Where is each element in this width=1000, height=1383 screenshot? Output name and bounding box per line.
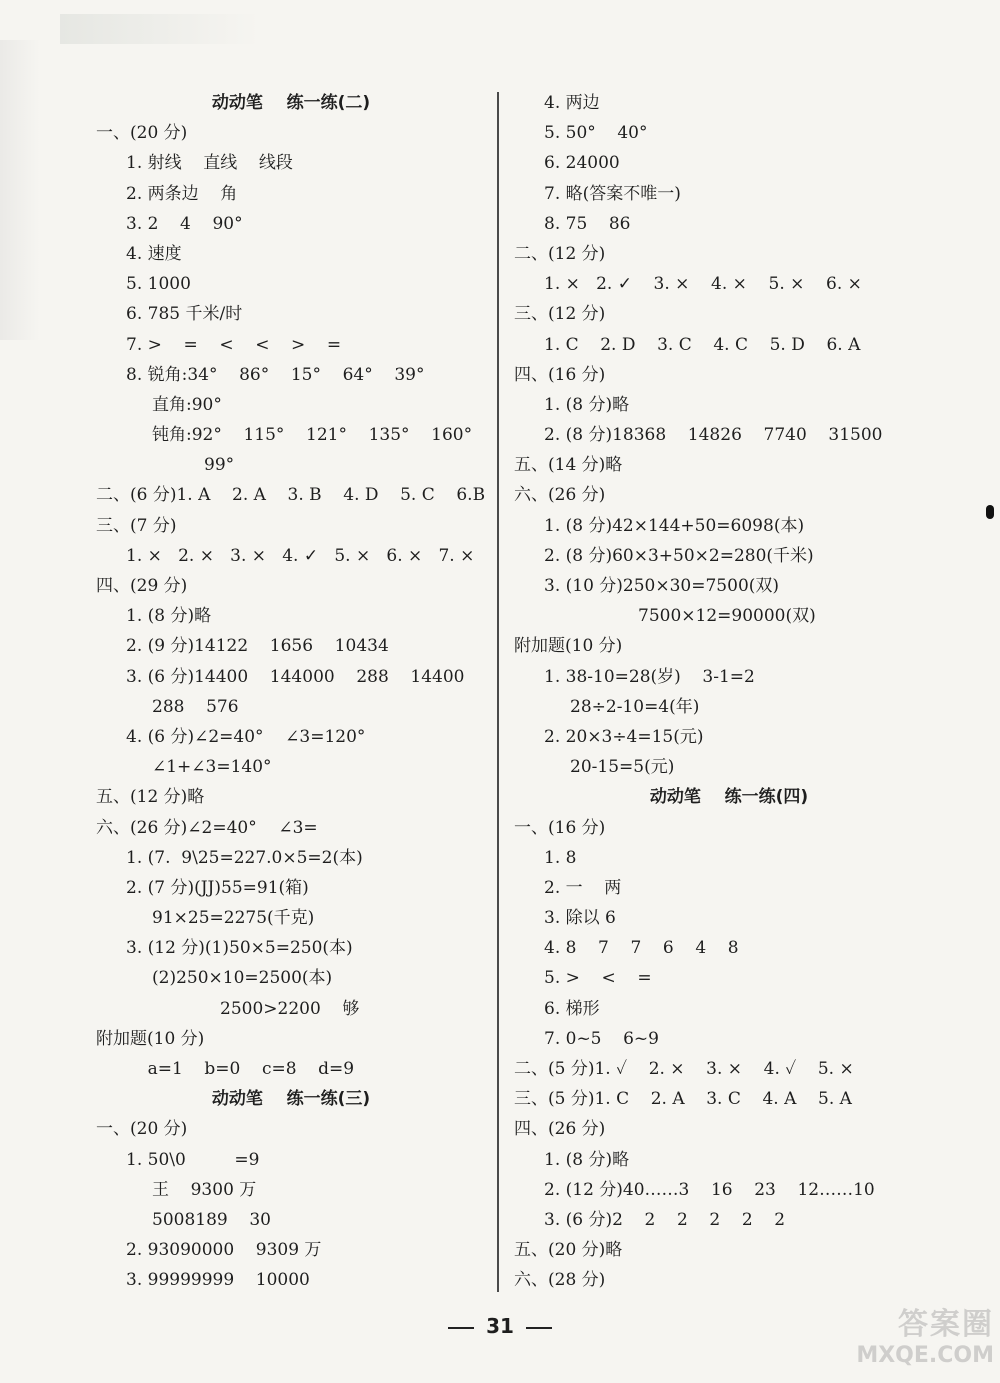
ink-mark [986,505,994,519]
answer-line: 7. 略(答案不唯一) [544,183,681,204]
page-number-text: 31 [486,1314,514,1338]
answer-line: 6. 梯形 [544,998,600,1019]
answer-line: 1. 射线 直线 线段 [126,153,293,174]
answer-line: 六、(28 分) [514,1270,606,1291]
answer-line: 2. (12 分)40……3 16 23 12……10 [544,1179,875,1200]
answer-line: 3. (6 分)2 2 2 2 2 2 [544,1209,786,1230]
answer-line: 二、(6 分)1. A 2. A 3. B 4. D 5. C 6.B [96,485,486,506]
answer-line: 1. (8 分)略 [544,1149,630,1170]
answer-line: 4. 8 7 7 6 4 8 [544,938,739,959]
answer-line: 2. (7 分)(JJ)55=91(箱) [126,877,309,898]
section-heading: 动动笔 练一练(四) [649,787,809,808]
answer-line: 直角:90° [152,394,222,415]
answer-line: 2. 20×3÷4=15(元) [544,726,704,747]
answer-line: 一、(20 分) [96,1119,188,1140]
answer-line: 3. 除以 6 [544,908,616,929]
answer-line: 六、(26 分) [514,485,606,506]
answer-line: 三、(12 分) [514,304,606,325]
answer-line: 5008189 30 [152,1209,271,1230]
answer-line: 6. 785 千米/时 [126,304,243,325]
watermark-title: 答案圈 [898,1307,994,1342]
answer-line: 4. (6 分)∠2=40° ∠3=120° [126,726,366,747]
answer-line: a=1 b=0 c=8 d=9 [126,1059,355,1079]
answer-line: 3. 2 4 90° [126,213,243,234]
answer-line: 1. 8 [544,847,577,868]
answer-line: 1. (8 分)42×144+50=6098(本) [544,515,805,536]
right-column [514,88,944,1296]
page-number-dash-right [526,1327,552,1329]
answer-line: 7. > = < < > = [126,334,342,355]
answer-line: 2. 两条边 角 [126,183,238,204]
answer-line: 28÷2-10=4(年) [570,696,700,717]
answer-line: 3. 99999999 10000 [126,1270,310,1291]
answer-line: 五、(12 分)略 [96,787,205,808]
scan-smudge [60,14,260,44]
answer-line: 王 9300 万 [152,1179,257,1200]
answer-line: 1. × 2. × 3. × 4. ✓ 5. × 6. × 7. × [126,545,475,566]
answer-line: 99° [204,455,235,476]
answer-line: 四、(16 分) [514,364,606,385]
answer-line: 2500>2200 够 [220,998,360,1019]
answer-line: 三、(5 分)1. C 2. A 3. C 4. A 5. A [514,1089,852,1110]
answer-line: 五、(20 分)略 [514,1240,623,1261]
answer-line: 2. (9 分)14122 1656 10434 [126,636,389,657]
answer-line: 钝角:92° 115° 121° 135° 160° [152,425,473,446]
answer-line: 1. (8 分)略 [126,606,212,627]
answer-line: 1. (8 分)略 [544,394,630,415]
answer-line: 一、(20 分) [96,123,188,144]
answer-line: 二、(12 分) [514,243,606,264]
answer-line: 91×25=2275(千克) [152,908,315,929]
left-column [96,88,486,1296]
watermark-logo [814,1299,994,1375]
answer-line: 2. (8 分)60×3+50×2=280(千米) [544,545,814,566]
answer-line: 附加题(10 分) [96,1028,205,1049]
answer-line: 4. 速度 [126,243,182,264]
answer-line: 六、(26 分)∠2=40° ∠3= [96,817,318,838]
answer-line: 6. 24000 [544,153,620,174]
answer-line: 附加题(10 分) [514,636,623,657]
answer-line: 1. C 2. D 3. C 4. C 5. D 6. A [544,334,861,355]
page-number-dash-left [448,1327,474,1329]
answer-line: 3. (12 分)(1)50×5=250(本) [126,938,353,959]
answer-line: 2. (8 分)18368 14826 7740 31500 [544,425,883,446]
answer-line: 5. 1000 [126,274,191,295]
watermark-url: MXQE.COM [856,1343,994,1368]
answer-line: 1. (7. 9\25=227.0×5=2(本) [126,847,363,868]
answer-line: 2. 93090000 9309 万 [126,1240,322,1261]
answer-line: 1. 38-10=28(岁) 3-1=2 [544,666,755,687]
answer-line: 3. (6 分)14400 144000 288 14400 [126,666,465,687]
column-divider [497,92,499,1292]
answer-line: 四、(29 分) [96,576,188,596]
answer-line: 三、(7 分) [96,515,177,536]
answer-line: 四、(26 分) [514,1119,606,1140]
section-heading: 动动笔 练一练(三) [211,1089,371,1110]
answer-line: 4. 两边 [544,93,600,113]
answer-line: 一、(16 分) [514,817,606,838]
answer-line: 5. > < = [544,968,652,989]
answer-line: 5. 50° 40° [544,123,648,144]
answer-line: (2)250×10=2500(本) [152,968,333,989]
answer-line: 7500×12=90000(双) [638,606,816,627]
answer-line: 二、(5 分)1. ✓ 2. × 3. × 4. ✓ 5. × [514,1059,854,1079]
answer-line: 288 576 [152,696,239,717]
answer-line: 3. (10 分)250×30=7500(双) [544,576,780,596]
answer-line: 20-15=5(元) [570,757,675,778]
answer-line: 8. 75 86 [544,213,631,234]
scan-smudge-left [0,40,40,340]
answer-line: 1. 50\0 =9 [126,1149,260,1170]
answer-line: 2. 一 两 [544,877,622,898]
answer-line: ∠1+∠3=140° [152,757,272,778]
answer-line: 7. 0~5 6~9 [544,1028,659,1049]
answer-line: 1. × 2. ✓ 3. × 4. × 5. × 6. × [544,274,862,295]
section-heading: 动动笔 练一练(二) [211,93,371,113]
answer-line: 8. 锐角:34° 86° 15° 64° 39° [126,364,425,385]
answer-line: 五、(14 分)略 [514,455,623,476]
